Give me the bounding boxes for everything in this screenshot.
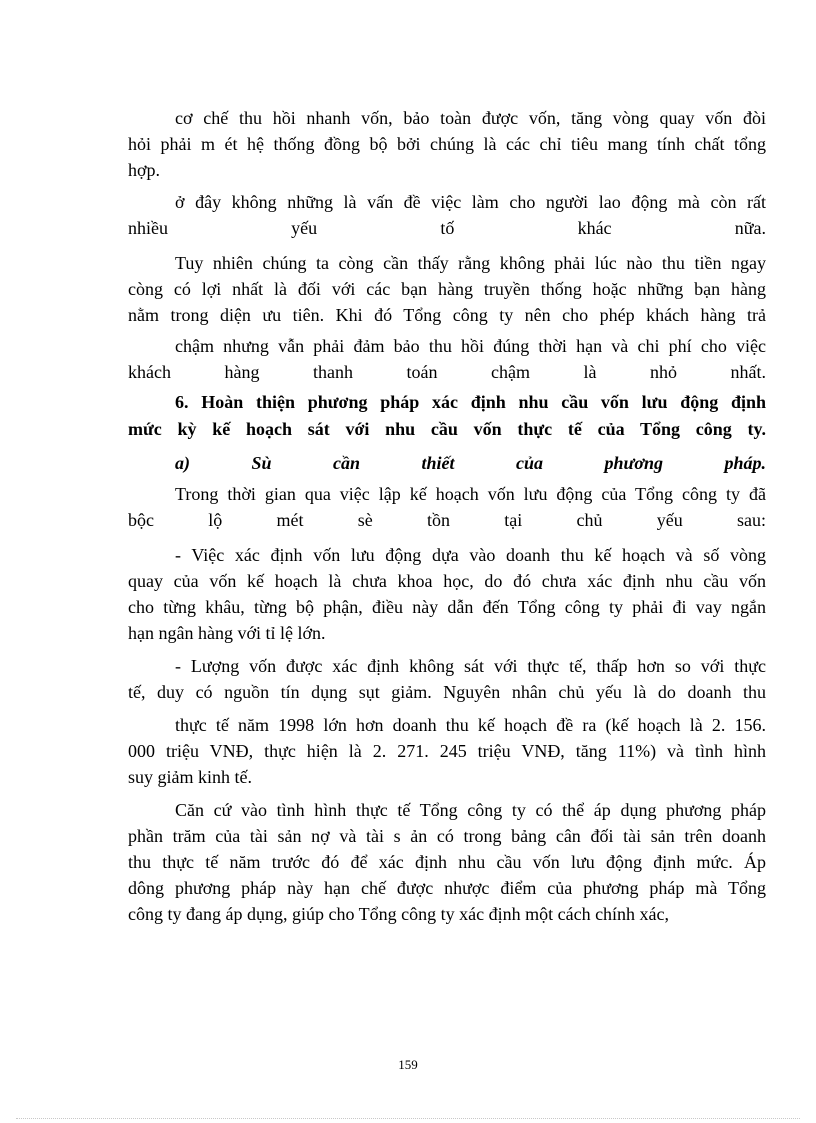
body-text-line: phần trăm của tài sản nợ và tài s ản có trong bảng cân đối tài sản trên doanh: [128, 826, 766, 846]
body-text-line: cơ chế thu hồi nhanh vốn, bảo toàn được vốn, tăng vòng quay vốn đòi: [175, 108, 766, 128]
page-boundary-divider: [16, 1118, 800, 1119]
body-text-line: nằm trong diện ưu tiên. Khi đó Tổng công ty nên cho phép khách hàng trả: [128, 305, 766, 325]
body-text-line: hỏi phải m ét hệ thống đồng bộ bởi chúng là các chỉ tiêu mang tính chất tổng: [128, 134, 766, 154]
body-text-line: hạn ngân hàng với tỉ lệ lớn.: [128, 623, 326, 643]
body-text-line: cho từng khâu, từng bộ phận, điều này dẫn đến Tổng công ty phải đi vay ngắn: [128, 597, 766, 617]
page-number: 159: [398, 1057, 418, 1072]
body-text-line: quay của vốn kế hoạch là chưa khoa học, do đó chưa xác định nhu cầu vốn: [128, 571, 766, 591]
body-text-line: - Lượng vốn được xác định không sát với thực tế, thấp hơn so với thực: [175, 656, 766, 676]
body-text-line: còng có lợi nhất là đối với các bạn hàng truyền thống hoặc những bạn hàng: [128, 279, 766, 299]
body-text-line: dông phương pháp này hạn chế được nhược điểm của phương pháp mà Tổng: [128, 878, 766, 898]
body-text-line: hợp.: [128, 160, 161, 180]
body-text-line: nhiều yếu tố khác nữa.: [128, 218, 766, 238]
body-text-line: Tuy nhiên chúng ta còng cần thấy rằng không phải lúc nào thu tiền ngay: [175, 253, 766, 273]
body-text-line: ở đây không những là vấn đề việc làm cho người lao động mà còn rất: [175, 192, 766, 212]
body-text-line: chậm nhưng vẫn phải đảm bảo thu hồi đúng thời hạn và chi phí cho việc: [175, 336, 766, 356]
body-text-line: 000 triệu VNĐ, thực hiện là 2. 271. 245 triệu VNĐ, tăng 11%) và tình hình: [128, 741, 766, 761]
body-text-line: công ty đang áp dụng, giúp cho Tổng công ty xác định một cách chính xác,: [128, 904, 670, 924]
body-text-line: Căn cứ vào tình hình thực tế Tổng công ty có thể áp dụng phương pháp: [175, 800, 766, 820]
body-text-line: - Việc xác định vốn lưu động dựa vào doanh thu kế hoạch và số vòng: [175, 545, 766, 565]
body-text-line: bộc lộ mét sè tồn tại chủ yếu sau:: [128, 510, 766, 530]
body-text-line: suy giảm kinh tế.: [128, 767, 252, 787]
body-text-line: thu thực tế năm trước đó để xác định nhu cầu vốn lưu động định mức. Áp: [128, 852, 766, 872]
body-text-line: tế, duy có nguồn tín dụng sụt giảm. Nguyên nhân chủ yếu là do doanh thu: [128, 682, 766, 702]
body-text-line: khách hàng thanh toán chậm là nhỏ nhất.: [128, 362, 766, 382]
subsection-heading: a) Sù cần thiết của phương pháp.: [175, 453, 766, 473]
section-heading: mức kỳ kế hoạch sát với nhu cầu vốn thực tế của Tổng công ty.: [128, 419, 766, 439]
section-heading: 6. Hoàn thiện phương pháp xác định nhu cầu vốn lưu động định: [175, 392, 766, 412]
body-text-line: Trong thời gian qua việc lập kế hoạch vốn lưu động của Tổng công ty đã: [175, 484, 766, 504]
body-text-line: thực tế năm 1998 lớn hơn doanh thu kế hoạch đề ra (kế hoạch là 2. 156.: [175, 715, 766, 735]
